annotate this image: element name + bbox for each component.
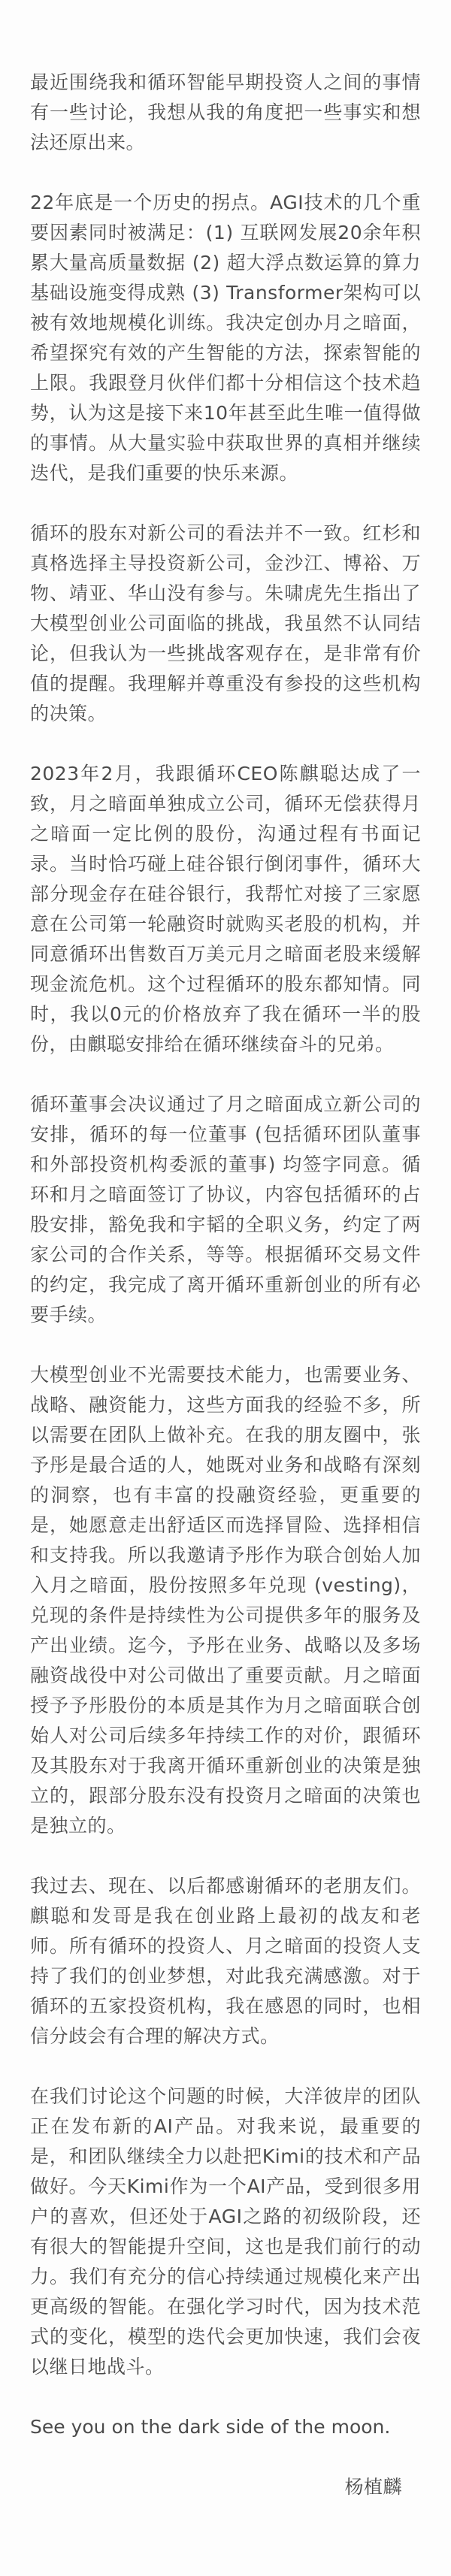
paragraph: 最近围绕我和循环智能早期投资人之间的事情有一些讨论，我想从我的角度把一些事实和想法还原出来。	[30, 71, 421, 153]
paragraph: 循环董事会决议通过了月之暗面成立新公司的安排，循环的每一位董事 (包括循环团队董事和外部投资机构委派的董事) 均签字同意。循环和月之暗面签订了协议，内容包括循环的占股安排，豁免我和宇韬的全职义务，约定了两家公司的合作关系，等等。根据循环交易文件的约定，我完成了离开循环重新创业的所有必要手续。	[30, 1093, 421, 1326]
paragraph: 大模型创业不光需要技术能力，也需要业务、战略、融资能力，这些方面我的经验不多，所以需要在团队上做补充。在我的朋友圈中，张予彤是最合适的人，她既对业务和战略有深刻的洞察，也有丰富的投融资经验，更重要的是，她愿意走出舒适区而选择冒险、选择相信和支持我。所以我邀请予彤作为联合创始人加入月之暗面，股份按照多年兑现 (vesting)，兑现的条件是持续性为公司提供多年的服务及产出业绩。迄今，予彤在业务、战略以及多场融资战役中对公司做出了重要贡献。月之暗面授予予彤股份的本质是其作为月之暗面联合创始人对公司后续多年持续工作的对价，跟循环及其股东对于我离开循环重新创业的决策是独立的，跟部分股东没有投资月之暗面的决策也是独立的。	[30, 1364, 421, 1837]
paragraph: 2023年2月，我跟循环CEO陈麒聪达成了一致，月之暗面单独成立公司，循环无偿获得月之暗面一定比例的股份，沟通过程有书面记录。当时恰巧碰上硅谷银行倒闭事件，循环大部分现金存在硅谷银行，我帮忙对接了三家愿意在公司第一轮融资时就购买老股的机构，并同意循环出售数百万美元月之暗面老股来缓解现金流危机。这个过程循环的股东都知情。同时，我以0元的价格放弃了我在循环一半的股份，由麒聪安排给在循环继续奋斗的兄弟。	[30, 763, 421, 1055]
paragraph: 在我们讨论这个问题的时候，大洋彼岸的团队正在发布新的AI产品。对我来说，最重要的是，和团队继续全力以赴把Kimi的技术和产品做好。今天Kimi作为一个AI产品，受到很多用户的喜欢，但还处于AGI之路的初级阶段，还有很大的智能提升空间，这也是我们前行的动力。我们有充分的信心持续通过规模化来产出更高级的智能。在强化学习时代，因为技术范式的变化，模型的迭代会更加快速，我们会夜以继日地战斗。	[30, 2085, 421, 2378]
closing-line: See you on the dark side of the moon.	[30, 2416, 391, 2438]
signature: 杨植麟	[344, 2476, 402, 2498]
paragraph: 22年底是一个历史的拐点。AGI技术的几个重要因素同时被满足：(1) 互联网发展20余年积累大量高质量数据 (2) 超大浮点数运算的算力基础设施变得成熟 (3) Transformer架构可以被有效地规模化训练。我决定创办月之暗面，希望探究有效的产生智能的方法，探索智能的上限。我跟登月伙伴们都十分相信这个技术趋势，认为这是接下来10年甚至此生唯一值得做的事情。从大量实验中获取世界的真相并继续迭代，是我们重要的快乐来源。	[30, 192, 421, 484]
paragraph: 循环的股东对新公司的看法并不一致。红杉和真格选择主导投资新公司，金沙江、博裕、万物、靖亚、华山没有参与。朱啸虎先生指出了大模型创业公司面临的挑战，我虽然不认同结论，但我认为一些挑战客观存在，是非常有价值的提醒。我理解并尊重没有参投的这些机构的决策。	[30, 522, 421, 724]
paragraph: 我过去、现在、以后都感谢循环的老朋友们。麒聪和发哥是我在创业路上最初的战友和老师。所有循环的投资人、月之暗面的投资人支持了我们的创业梦想，对此我充满感激。对于循环的五家投资机构，我在感恩的同时，也相信分歧会有合理的解决方式。	[30, 1875, 421, 2047]
